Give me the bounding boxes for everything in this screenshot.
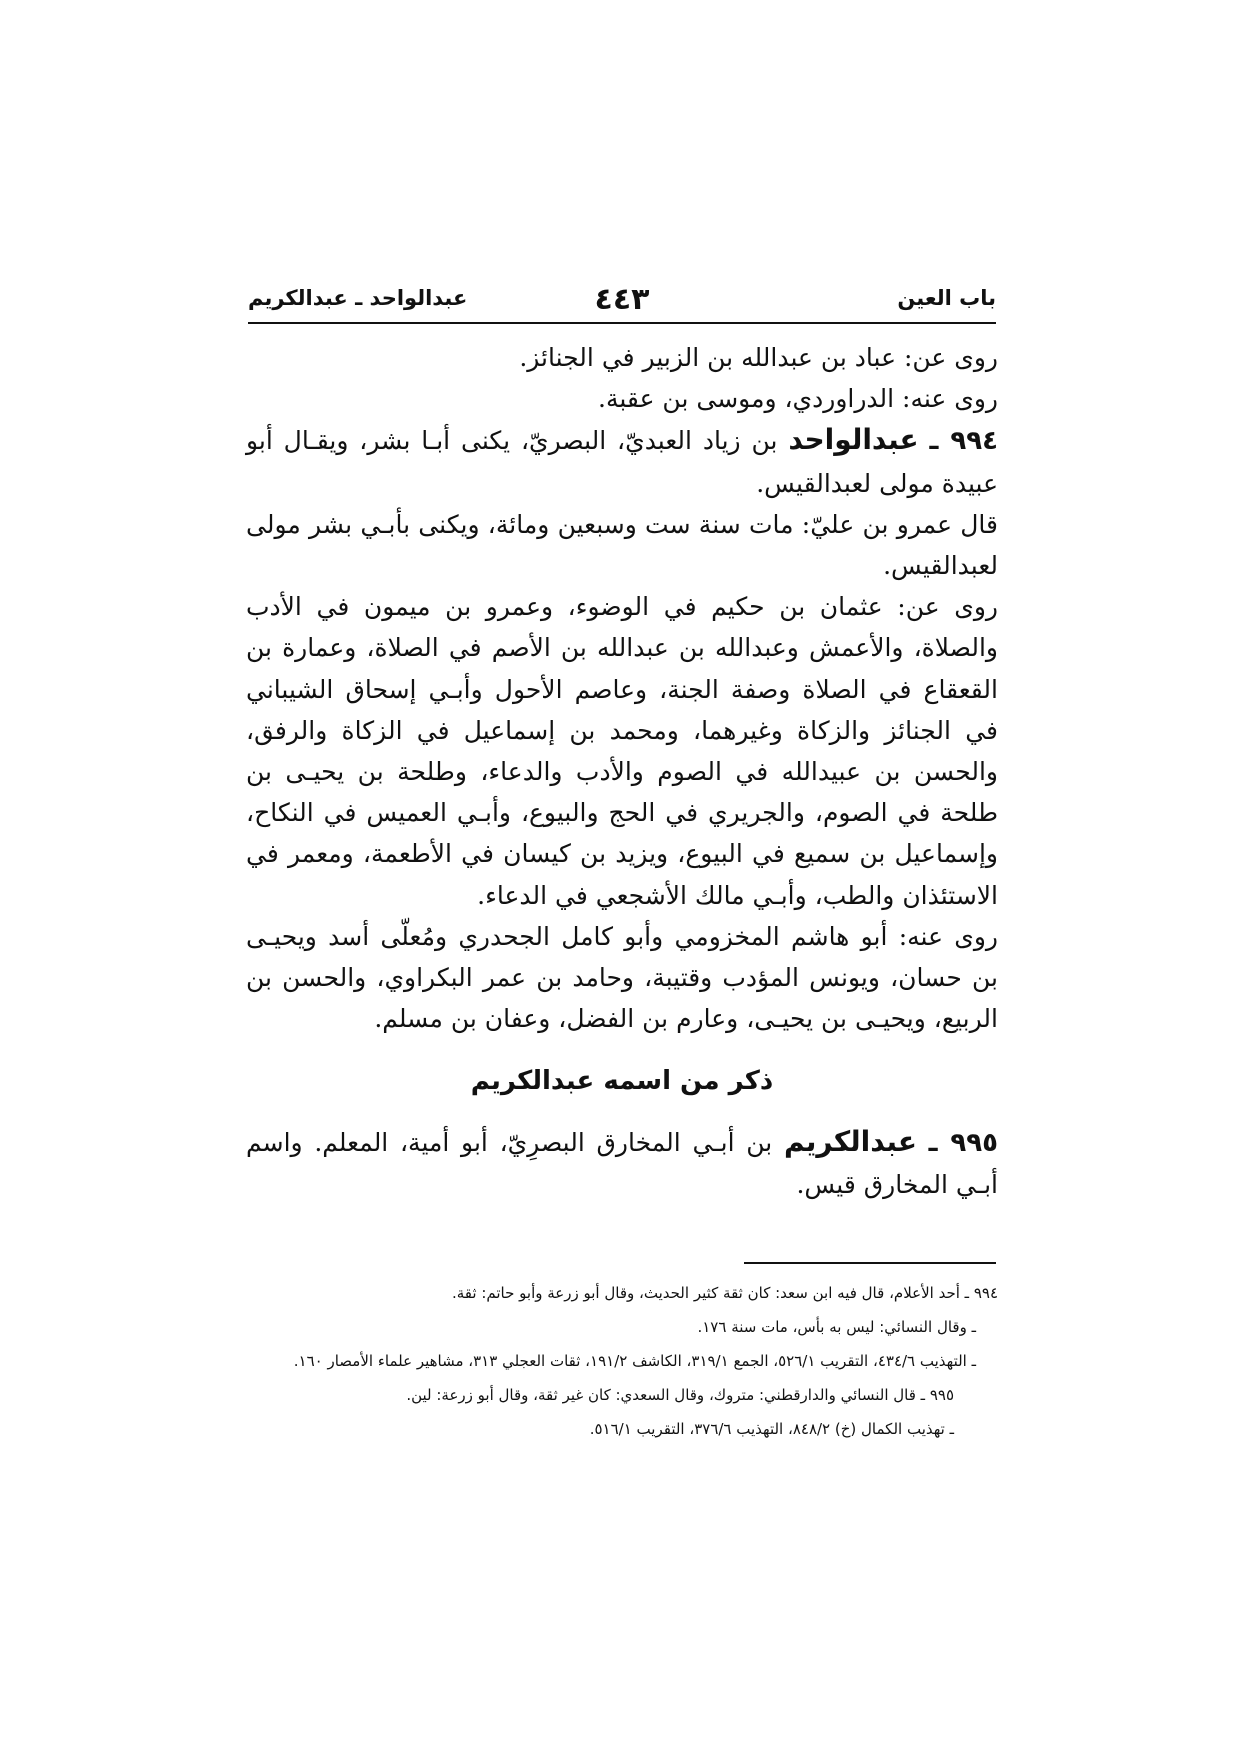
entry-number: ٩٩٥ ـ xyxy=(928,1127,998,1158)
footnote-994-note: ـ وقال النسائي: ليس به بأس، مات سنة ١٧٦. xyxy=(697,1318,976,1336)
entry-name: عبدالكريم xyxy=(783,1124,917,1158)
running-header xyxy=(248,282,996,322)
footnotes xyxy=(246,1276,998,1446)
main-text xyxy=(246,337,998,1205)
entry-text: بن أبـي المخارق البصرِيّ، أبو أمية، المعلم. واسم أبـي المخارق قيس. xyxy=(246,1127,998,1199)
section-heading: ذكر من اسمه عبدالكريم xyxy=(470,1066,774,1097)
chapter-title: باب العين xyxy=(897,286,996,310)
header-rule xyxy=(248,322,996,324)
footnote-995-sources: ـ تهذيب الكمال (خ) ٨٤٨/٢، التهذيب ٣٧٦/٦، التقريب ٥١٦/١. xyxy=(589,1420,954,1438)
entry-995 xyxy=(246,1121,998,1205)
section-range-title: عبدالواحد ـ عبدالكريم xyxy=(248,286,468,310)
paragraph-narrated-from: روى عن: عباد بن عبدالله بن الزبير في الجنائز. xyxy=(519,343,998,372)
paragraph-narrated-by-list: روى عنه: أبو هاشم المخزومي وأبو كامل الجحدري ومُعلّى أسد ويحيـى بن حسان، ويونس المؤدب وقتيبة، وحامد بن عمر البكراوي، والحسن بن الربيع، ويحيـى بن يحيـى، وعارم بن الفضل، وعفان بن مسلم. xyxy=(246,921,998,1034)
footnote-994: ٩٩٤ ـ أحد الأعلام، قال فيه ابن سعد: كان ثقة كثير الحديث، وقال أبو زرعة وأبو حاتم: ثقة. xyxy=(451,1284,998,1302)
entry-994 xyxy=(246,419,998,503)
footnote-995: ٩٩٥ ـ قال النسائي والدارقطني: متروك، وقال السعدي: كان غير ثقة، وقال أبو زرعة: لين. xyxy=(406,1386,954,1404)
page-number: ٤٤٣ xyxy=(594,282,650,317)
entry-number: ٩٩٤ ـ xyxy=(929,426,998,457)
paragraph-death-note: قال عمرو بن عليّ: مات سنة ست وسبعين ومائة، ويكنى بأبـي بشر مولى لعبدالقيس. xyxy=(246,509,998,581)
entry-text: بن زياد العبديّ، البصريّ، يكنى أبـا بشر، ويقـال أبو عبيدة مولى لعبدالقيس. xyxy=(246,426,998,498)
entry-name: عبدالواحد xyxy=(788,423,919,457)
footnote-rule xyxy=(744,1262,996,1264)
paragraph-narrated-by: روى عنه: الدراوردي، وموسى بن عقبة. xyxy=(598,384,998,414)
footnote-994-sources: ـ التهذيب ٤٣٤/٦، التقريب ٥٢٦/١، الجمع ٣١٩/١، الكاشف ١٩١/٢، ثقات العجلي ٣١٣، مشاهير علماء الأمصار ١٦٠. xyxy=(293,1352,976,1370)
paragraph-narrated-from-list: روى عن: عثمان بن حكيم في الوضوء، وعمرو بن ميمون في الأدب والصلاة، والأعمش وعبدالله بن عبدالله بن الأصم في الصلاة، وعمارة بن القعقاع في الصلاة وصفة الجنة، وعاصم الأحول وأبـي إسحاق الشيباني في الجنائز والزكاة وغيرهما، ومحمد بن إسماعيل في الزكاة والرفق، والحسن بن عبيدالله في الصوم والأدب والدعاء، وطلحة بن يحيـى بن طلحة في الصوم، والجريري في الحج والبيوع، وأبـي العميس في النكاح، وإسماعيل بن سميع في البيوع، ويزيد بن كيسان في الأطعمة، ومعمر في الاستئذان والطب، وأبـي مالك الأشجعي في الدعاء. xyxy=(246,592,999,910)
